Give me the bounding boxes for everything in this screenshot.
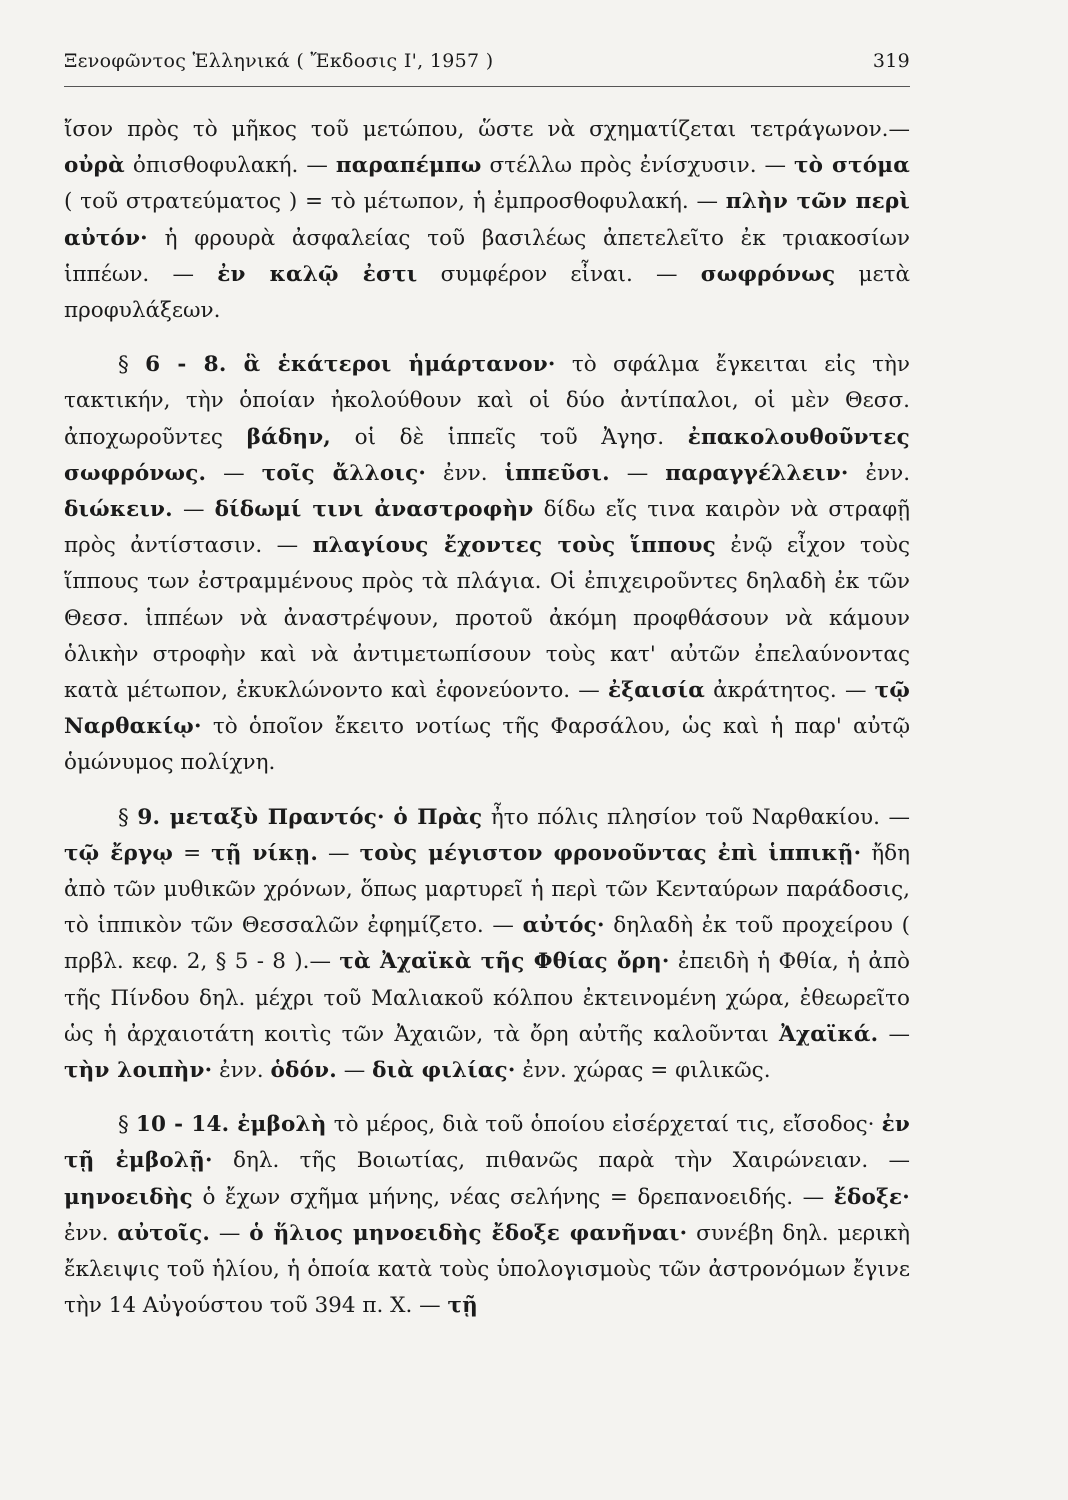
gloss-text: στέλλω πρὸς ἐνίσχυσιν. — [481,153,795,179]
lemma: τῷ Ναρθακίῳ· [64,678,910,740]
lemma: σωφρόνως [700,261,836,287]
lemma: αὐτοῖς. [117,1220,211,1246]
lemma: τὸ στόμα [794,153,910,179]
gloss-text: ὁ ἔχων σχῆμα μήνης, νέας σελήνης = δρεπανοειδής. — [192,1184,834,1210]
gloss-text: — [609,460,666,486]
running-title: Ξενοφῶντος Ἑλληνικά ( Ἔκδοσις Ι', 1957 ) [64,50,494,72]
gloss-text: — [318,840,360,866]
gloss-text: § [118,804,138,830]
gloss-text: ἤδη ἀπὸ τῶν μυθικῶν χρόνων, ὅπως μαρτυρεῖ ἡ περὶ τῶν Κενταύρων παράδοσις, τὸ ἱππικὸν τῶν Θεσσαλῶν ἐφημίζετο. — [64,840,910,939]
lemma: ἐξαισία [608,678,705,704]
lemma: ἔδοξε· [833,1184,910,1210]
paragraph-section-9 [64,800,910,1090]
gloss-text: ἡ φρουρὰ ἀσφαλείας τοῦ βασιλέως ἀπετελεῖτο ἐκ τριακοσίων ἱππέων. — [64,225,910,287]
gloss-text: ( τοῦ στρατεύματος ) = τὸ μέτωπον, ἡ ἐμπροσθοφυλακή. — [64,189,726,215]
gloss-text: — [210,1220,250,1246]
lemma: 9. μεταξὺ Πραντός· [137,804,385,830]
lemma: τὰ Ἀχαϊκὰ τῆς Φθίας ὄρη· [339,949,670,975]
lemma: ἐν καλῷ ἐστι [217,261,418,287]
gloss-text: τὸ σφάλμα ἔγκειται εἰς τὴν τακτικήν, τὴν ὁποίαν ἠκολούθουν καὶ οἱ δύο ἀντίπαλοι, οἱ μὲν Θεσσ. ἀποχωροῦντες [64,352,910,450]
lemma: ὁ ἥλιος μηνοειδὴς ἔδοξε φανῆναι· [249,1220,688,1246]
lemma: αὐτός· [522,913,605,939]
lemma: ἱππεῦσι. [504,460,610,486]
lemma: βάδην, [246,424,331,450]
page-number: 319 [872,50,910,72]
gloss-text: ἐνν. [848,460,911,486]
gloss-text: ἐνν. [64,1220,118,1246]
lemma: δίδωμί τινι ἀναστροφὴν [214,497,534,523]
paragraph-section-6-8 [64,347,910,781]
gloss-text: ὀπισθοφυλακή. — [124,153,336,179]
lemma: 6 - 8. ἃ ἑκάτεροι ἡμάρτανον· [145,352,556,378]
lemma: τοῖς ἄλλοις· [261,460,427,486]
gloss-text: = [173,840,212,866]
gloss-text: § [118,1112,136,1138]
lemma: ἐν τῇ ἐμβολῇ· [64,1112,910,1174]
gloss-text: ἐνν. χώρας = φιλικῶς. [515,1058,771,1084]
lemma: Ἀχαϊκά. [778,1021,879,1047]
lemma: οὐρὰ [64,153,125,179]
lemma: τὴν λοιπὴν· [64,1058,213,1084]
gloss-text: συμφέρον εἶναι. — [417,261,701,287]
gloss-text: ἦτο πόλις πλησίον τοῦ Ναρθακίου. — [482,804,910,830]
gloss-text: — [336,1058,373,1084]
gloss-text: ἀκράτητος. — [704,678,875,704]
lemma: παραγγέλλειν· [665,460,849,486]
lemma: τοὺς μέγιστον φρονοῦντας ἐπὶ ἱππικῇ· [359,840,862,866]
gloss-text: — [878,1021,910,1047]
gloss-text: ἴσον πρὸς τὸ μῆκος τοῦ μετώπου, ὥστε νὰ σχηματίζεται τετράγωνον.— [64,117,910,142]
gloss-text: συνέβη δηλ. μερικὴ ἔκλειψις τοῦ ἡλίου, ἡ ὁποία κατὰ τοὺς ὑπολογισμοὺς τῶν ἀστρονόμων ἔγινε τὴν 14 Αὐγούστου τοῦ 394 π. Χ. — [64,1220,910,1319]
commentary-text [64,112,910,1325]
gloss-text: — [172,497,215,523]
gloss-text: δηλ. τῆς Βοιωτίας, πιθανῶς παρὰ τὴν Χαιρώνειαν. — [212,1148,911,1174]
gloss-text: τὸ ὁποῖον ἔκειτο νοτίως τῆς Φαρσάλου, ὡς καὶ ἡ παρ' αὐτῷ ὁμώνυμος πολίχνη. [64,714,910,776]
lemma: πλὴν τῶν περὶ αὐτόν· [64,189,910,251]
paragraph-1 [64,112,910,329]
gloss-text: μετὰ προφυλάξεων. [64,261,910,324]
gloss-text: δίδω εἴς τινα καιρὸν νὰ στραφῇ πρὸς ἀντίστασιν. — [64,497,911,559]
lemma: ὁδόν. [270,1058,337,1084]
lemma: πλαγίους ἔχοντες τοὺς ἵππους [312,533,716,559]
paragraph-section-10-14 [64,1107,910,1324]
lemma: μηνοειδὴς [64,1184,193,1210]
gloss-text: — [206,460,262,486]
gloss-text: ἐνν. [426,460,505,486]
gloss-text: δηλαδὴ ἐκ τοῦ προχείρου ( πρβλ. κεφ. 2, § 5 - 8 ).— [64,913,910,975]
lemma: 10 - 14. ἐμβολὴ [135,1112,327,1138]
gloss-text: ἐπειδὴ ἡ Φθία, ἡ ἀπὸ τῆς Πίνδου δηλ. μέχρι τοῦ Μαλιακοῦ κόλπου ἐκτεινομένη χώρα, ἐθεωρεῖτο ὡς ἡ ἀρχαιοτάτη κοιτὶς τῶν Ἀχαιῶν, τὰ ὄρη αὐτῆς καλοῦνται [64,949,910,1047]
lemma: τῇ νίκῃ. [211,840,319,866]
lemma: τῇ [447,1293,478,1319]
gloss-text: § [118,352,146,378]
gloss-text: οἱ δὲ ἱππεῖς τοῦ Ἀγησ. [331,424,688,450]
lemma: ὁ Πρὰς [393,804,483,830]
lemma: τῷ ἔργῳ [64,840,174,866]
gloss-text: ἐνν. [212,1058,271,1084]
lemma: ἐπακολουθοῦντες σωφρόνως. [64,424,910,486]
lemma: διὰ φιλίας· [372,1058,516,1084]
lemma: παραπέμπω [335,153,482,179]
lemma: διώκειν. [64,497,173,523]
gloss-text: ἐνῷ εἶχον τοὺς ἵππους των ἐστραμμένους πρὸς τὰ πλάγια. Οἱ ἐπιχειροῦντες δηλαδὴ ἐκ τῶν Θεσσ. ἱππέων νὰ ἀναστρέψουν, προτοῦ ἀκόμη προφθάσουν νὰ κάμουν ὁλικὴν στροφὴν καὶ νὰ ἀντιμετωπίσουν τοὺς κατ' αὐτῶν ἐπελαύνοντας κατὰ μέτωπον, ἐκυκλώνοντο καὶ ἐφονεύοντο. — [64,533,911,704]
header-rule [64,86,910,87]
gloss-text: τὸ μέρος, διὰ τοῦ ὁποίου εἰσέρχεταί τις, εἴσοδος· [326,1112,882,1138]
